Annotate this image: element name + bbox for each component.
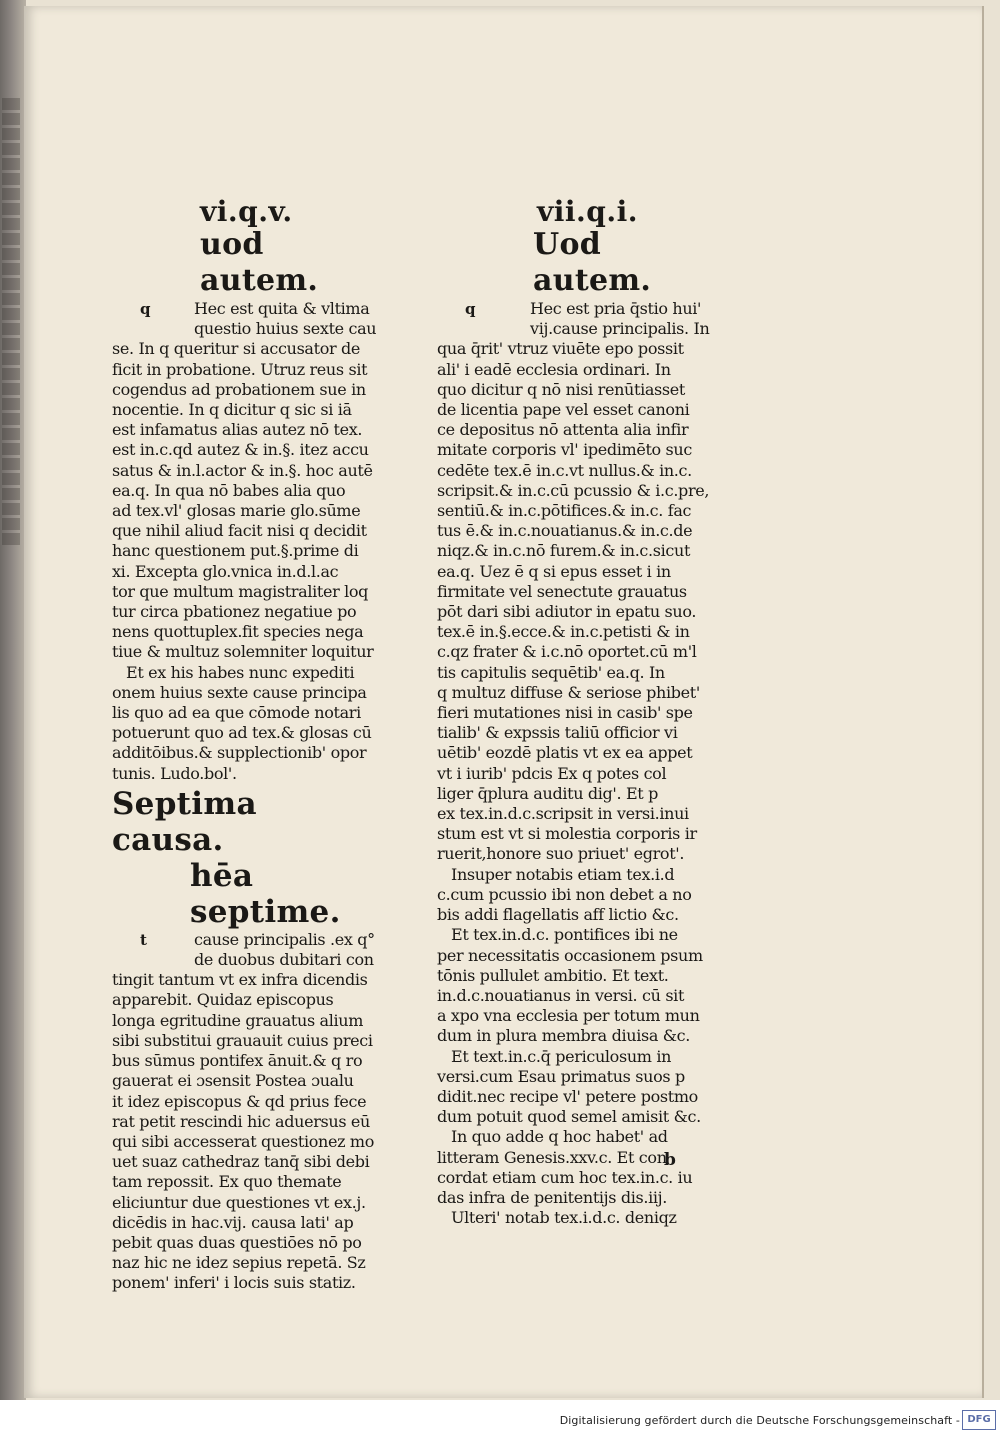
text-line [112, 1051, 374, 1071]
left-text-block [112, 299, 377, 784]
text-line-content: eliciuntur due questiones vt ex.j. [112, 1192, 366, 1212]
text-line [112, 1011, 374, 1031]
text-line-content: tur circa pbationez negatiue po [112, 602, 357, 622]
text-line [437, 481, 709, 501]
text-line-content: mitate corporis vl' ipedimēto suc [437, 440, 692, 460]
text-line [112, 562, 374, 582]
text-line-content: cedēte tex.ē in.c.vt nullus.& in.c. [437, 460, 692, 480]
text-line [437, 986, 709, 1006]
text-line-content: niqz.& in.c.nō furem.& in.c.sicut [437, 541, 691, 561]
text-line-content: ea.q. Uez ē q si epus esset i in [437, 561, 671, 581]
text-line-content: que nihil aliud facit nisi q decidit [112, 521, 367, 541]
text-line [437, 1188, 709, 1208]
text-line-content: tor que multum magistraliter loq [112, 581, 369, 601]
text-line [437, 1168, 709, 1188]
text-line-content: litteram Genesis.xxv.c. Et con [437, 1147, 667, 1167]
text-line [112, 622, 374, 642]
text-line-content: naz hic ne idez sepius repetā. Sz [112, 1253, 366, 1273]
text-line-content: Hec est quita & vltima [194, 299, 370, 318]
text-line [112, 1071, 374, 1091]
text-line-content: se. In q queritur si accusator de [112, 339, 361, 359]
text-line [112, 541, 374, 561]
text-line-content: rat petit rescindi hic aduersus eū [112, 1111, 370, 1131]
text-line [437, 562, 709, 582]
text-line [437, 440, 709, 460]
text-line [112, 1213, 374, 1233]
text-line-content: bus sūmus pontifex ānuit.& q ro [112, 1051, 363, 1071]
text-line [437, 784, 709, 804]
text-line-content: ruerit,honore suo priuet' egrot'. [437, 844, 685, 864]
initial-guide-letter: q [140, 300, 151, 318]
text-line-content: qua q̄rit' vtruz viuēte epo possit [437, 339, 684, 359]
text-line [437, 885, 709, 905]
text-line [437, 1127, 709, 1147]
text-line [112, 1031, 374, 1051]
text-line-content: questio huius sexte cau [194, 319, 377, 339]
text-line-content: ea.q. In qua nō babes alia quo [112, 480, 346, 500]
text-line-content: additōibus.& supplectionib' opor [112, 743, 367, 763]
text-line-content: Insuper notabis etiam tex.i.d [451, 864, 675, 884]
text-line [112, 683, 374, 703]
text-line [112, 420, 374, 440]
text-line-content: dicēdis in hac.vij. causa lati' ap [112, 1212, 354, 1232]
text-line [437, 380, 709, 400]
text-line [437, 1047, 709, 1067]
text-line-content: pebit quas duas questiōes nō po [112, 1232, 362, 1252]
text-line-content: didit.nec recipe vl' petere postmo [437, 1086, 698, 1106]
text-line [112, 703, 374, 723]
text-line [437, 723, 709, 743]
text-line [437, 521, 709, 541]
text-line-content: tus ē.& in.c.nouatianus.& in.c.de [437, 521, 693, 541]
text-line [437, 925, 709, 945]
initial-guide-letter: q [465, 300, 476, 318]
text-line [437, 1006, 709, 1026]
text-line-content: ficit in probatione. Utruz reus sit [112, 359, 368, 379]
text-line-content: Et ex his habes nunc expediti [126, 662, 355, 682]
signature-mark: b [664, 1150, 676, 1170]
left-text-block-2 [112, 930, 374, 1294]
text-line [112, 602, 374, 622]
text-line [437, 683, 709, 703]
text-line-content: versi.cum Esau primatus suos p [437, 1066, 685, 1086]
text-line-content: uētib' eozdē platis vt ex ea appet [437, 743, 693, 763]
text-line-content: In quo adde q hoc habet' ad [451, 1127, 668, 1147]
text-line [437, 339, 709, 359]
funding-notice: Digitalisierung gefördert durch die Deutsche Forschungsgemeinschaft - [559, 1414, 960, 1427]
text-line-content: Hec est pria q̄stio hui' [530, 299, 702, 318]
text-line-content: cause principalis .ex q° [194, 929, 375, 949]
text-line-content: hanc questionem put.§.prime di [112, 541, 359, 561]
text-line [437, 642, 709, 662]
text-line-content: vt i iurib' pdcis Ex q potes col [437, 763, 667, 783]
right-section-head: Uod autem. [533, 227, 652, 298]
text-line-content: longa egritudine grauatus alium [112, 1010, 364, 1030]
text-line [437, 1067, 709, 1087]
text-line [437, 844, 709, 864]
text-line-content: tialib' & expssis taliū officior vi [437, 723, 678, 743]
text-line [112, 461, 374, 481]
text-line [112, 1152, 374, 1172]
text-line [112, 1253, 374, 1273]
text-line-content: c.cum pcussio ibi non debet a no [437, 884, 692, 904]
text-line [112, 582, 374, 602]
text-line-content: de duobus dubitari con [194, 950, 374, 970]
text-line [437, 966, 709, 986]
text-line-content: potuerunt quo ad tex.& glosas cū [112, 723, 372, 743]
text-line [112, 440, 374, 460]
text-line-content: sibi substitui grauauit cuius preci [112, 1030, 373, 1050]
text-line-content: cogendus ad probationem sue in [112, 379, 366, 399]
text-line-content: firmitate vel senectute grauatus [437, 581, 687, 601]
right-text-block [437, 299, 709, 1228]
text-line-content: ad tex.vl' glosas marie glo.sūme [112, 501, 361, 521]
text-line-content: de licentia pape vel esset canoni [437, 400, 690, 420]
text-line-content: satus & in.l.actor & in.§. hoc autē [112, 460, 373, 480]
text-line-content: ex tex.in.d.c.scripsit in versi.inui [437, 804, 689, 824]
text-line-content: dum potuit quod semel amisit &c. [437, 1107, 701, 1127]
text-line [437, 865, 709, 885]
text-line [437, 804, 709, 824]
text-line [112, 501, 374, 521]
text-line [112, 1132, 374, 1152]
text-line [112, 1193, 374, 1213]
text-line-content: onem huius sexte cause principa [112, 682, 367, 702]
text-line [112, 930, 374, 950]
text-line-content: fieri mutationes nisi in casib' spe [437, 703, 693, 723]
text-line-content: vij.cause principalis. In [530, 319, 710, 339]
text-line-content: q multuz diffuse & seriose phibet' [437, 682, 700, 702]
text-line-content: Ulteri' notab tex.i.d.c. deniqz [451, 1208, 677, 1228]
initial-guide-letter: t [140, 930, 147, 949]
left-column [112, 195, 377, 1294]
text-line [112, 1273, 374, 1293]
text-line [112, 743, 374, 763]
text-line-content: pōt dari sibi adiutor in epatu suo. [437, 602, 697, 622]
text-line-content: nocentie. In q dicitur q sic si iā [112, 400, 352, 420]
text-line-content: in.d.c.nouatianus in versi. cū sit [437, 985, 685, 1005]
text-line [112, 400, 374, 420]
text-line-content: lis quo ad ea que cōmode notari [112, 703, 361, 723]
text-line-content: tingit tantum vt ex infra dicendis [112, 970, 368, 990]
left-cause-head: Septima causa. [112, 785, 257, 858]
text-line [112, 970, 374, 990]
text-line [437, 420, 709, 440]
text-line [437, 582, 709, 602]
text-line-content: tam repossit. Ex quo themate [112, 1172, 342, 1192]
text-line-content: tis capitulis sequētib' ea.q. In [437, 662, 665, 682]
text-line-content: liger q̄plura auditu dig'. Et p [437, 783, 658, 803]
text-line [112, 299, 374, 319]
text-line-content: est in.c.qd autez & in.§. itez accu [112, 440, 369, 460]
text-line [112, 642, 374, 662]
left-running-head: vi.q.v. [200, 195, 293, 228]
right-running-head: vii.q.i. [537, 195, 639, 228]
text-line-content: Et tex.in.d.c. pontifices ibi ne [451, 925, 678, 945]
text-line [437, 824, 709, 844]
text-line-content: quo dicitur q nō nisi renūtiasset [437, 379, 685, 399]
text-line [437, 461, 709, 481]
text-line [437, 1087, 709, 1107]
text-line-content: it idez episcopus & qd prius fece [112, 1091, 367, 1111]
text-line [437, 1026, 709, 1046]
text-line-content: tex.ē in.§.ecce.& in.c.petisti & in [437, 622, 690, 642]
text-line [112, 663, 374, 683]
text-line-content: per necessitatis occasionem psum [437, 945, 703, 965]
text-line [112, 723, 374, 743]
text-line-content: sentiū.& in.c.pōtifices.& in.c. fac [437, 501, 692, 521]
text-line-content: gauerat ei ɔsensit Postea ɔualu [112, 1071, 354, 1091]
text-line-content: a xpo vna ecclesia per totum mun [437, 1006, 700, 1026]
text-line-content: stum est vt si molestia corporis ir [437, 824, 697, 844]
dfg-logo-icon: DFG [962, 1410, 996, 1430]
text-line [112, 339, 374, 359]
text-line [112, 1233, 374, 1253]
text-line [112, 764, 374, 784]
text-line-content: qui sibi accesserat questionez mo [112, 1131, 374, 1151]
text-line-content: bis addi flagellatis aff lictio &c. [437, 905, 679, 925]
text-line-content: Et text.in.c.q̄ periculosum in [451, 1046, 672, 1066]
text-line-content: tiue & multuz solemniter loquitur [112, 642, 374, 662]
text-line [437, 1107, 709, 1127]
text-line [437, 946, 709, 966]
text-line [437, 1208, 709, 1228]
text-line [437, 622, 709, 642]
text-line [437, 319, 709, 339]
text-line-content: ponem' inferi' i locis suis statiz. [112, 1273, 356, 1293]
text-line [112, 521, 374, 541]
facing-page-bleed [0, 95, 22, 695]
text-line [437, 703, 709, 723]
text-line [112, 380, 374, 400]
right-column [437, 195, 709, 1228]
text-line-content: tōnis pullulet ambitio. Et text. [437, 965, 669, 985]
text-line [437, 905, 709, 925]
text-line [437, 663, 709, 683]
text-line-content: dum in plura membra diuisa &c. [437, 1026, 690, 1046]
text-line-content: uet suaz cathedraz tanq̄ sibi debi [112, 1152, 370, 1172]
text-line [112, 990, 374, 1010]
text-line-content: das infra de penitentijs dis.iij. [437, 1187, 668, 1207]
text-line-content: xi. Excepta glo.vnica in.d.l.ac [112, 561, 339, 581]
text-line [112, 360, 374, 380]
text-line [112, 1112, 374, 1132]
text-line [112, 481, 374, 501]
text-line [112, 950, 374, 970]
text-line [112, 319, 377, 339]
text-line [112, 1172, 374, 1192]
text-line [437, 541, 709, 561]
left-cause-subhead: hēa septime. [190, 857, 341, 930]
text-line-content: c.qz frater & i.c.nō oportet.cū m'l [437, 642, 697, 662]
text-line-content: apparebit. Quidaz episcopus [112, 990, 334, 1010]
text-line-content: tunis. Ludo.bol'. [112, 763, 237, 783]
text-line [437, 299, 709, 319]
text-line [437, 360, 709, 380]
text-line-content: est infamatus alias autez nō tex. [112, 420, 363, 440]
left-section-head: uod autem. [200, 227, 319, 298]
text-line [437, 400, 709, 420]
text-line [437, 743, 709, 763]
text-line-content: scripsit.& in.c.cū pcussio & i.c.pre, [437, 480, 710, 500]
text-line [112, 1092, 374, 1112]
text-line [437, 602, 709, 622]
text-line-content: cordat etiam cum hoc tex.in.c. iu [437, 1167, 693, 1187]
text-line [437, 764, 709, 784]
text-line-content: ali' i eadē ecclesia ordinari. In [437, 359, 671, 379]
text-line [437, 501, 709, 521]
text-line-content: nens quottuplex.fit species nega [112, 622, 364, 642]
text-line-content: ce depositus nō attenta alia infir [437, 420, 689, 440]
